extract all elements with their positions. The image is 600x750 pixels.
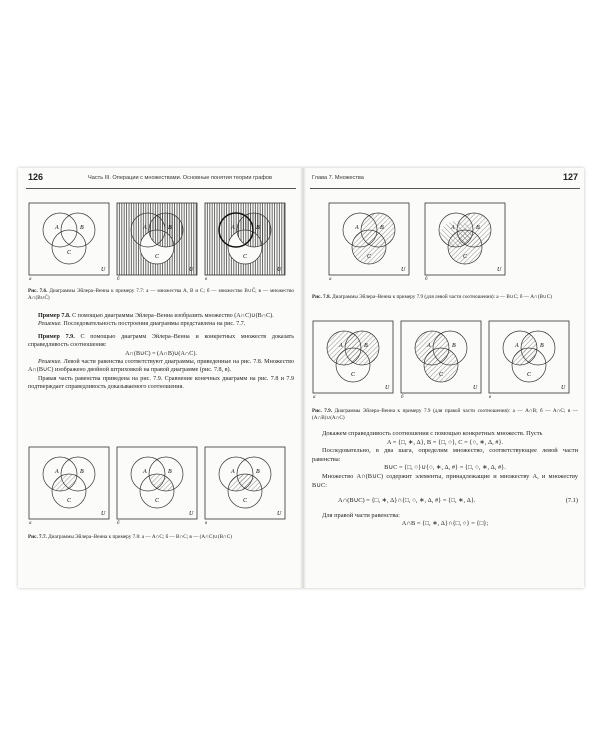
figure-7-9 (312, 320, 570, 400)
venn-7-9a (312, 320, 394, 400)
label-B: B (380, 225, 384, 231)
label-A: A (143, 225, 147, 231)
venn-7-7a (28, 446, 110, 526)
example-7-9-paragraph: Правая часть равенства приведена на рис. 7.9. Сравнение конечных диаграмм на рис. 7.8 и 7.9 подтверждает справедливость доказываемого соотношения. (28, 375, 294, 391)
caption-label: Рис. 7.8. (312, 294, 331, 300)
venn-7-7b (116, 446, 198, 526)
label-B: B (80, 469, 84, 475)
label-C: C (67, 498, 72, 504)
label-C: C (155, 254, 160, 260)
label-B: B (476, 225, 480, 231)
label-B: B (80, 225, 84, 231)
label-A: A (339, 343, 343, 349)
label-C: C (439, 372, 444, 378)
label-B: B (256, 225, 260, 231)
venn-7-8b (424, 202, 506, 282)
example-7-9-formula: A∩(B∪C) = (A∩B)∪(A∩C). (125, 350, 197, 357)
venn-7-6c (204, 202, 286, 282)
label-A: A (55, 225, 59, 231)
venn-7-9c (488, 320, 570, 400)
right-body-text (312, 430, 578, 529)
caption-7-6 (28, 288, 294, 302)
label-U: U (401, 267, 406, 273)
label-C: C (67, 250, 72, 256)
example-7-9-title: Пример 7.9. (38, 333, 75, 340)
caption-7-9 (312, 408, 578, 422)
venn-7-6b (116, 202, 198, 282)
label-A: A (55, 469, 59, 475)
caption-7-8 (312, 294, 578, 301)
figure-7-6 (28, 202, 286, 282)
sublabel-a: а (329, 277, 332, 282)
solution-label: Решение. (38, 359, 62, 366)
left-page-number: 126 (28, 172, 44, 182)
label-C: C (351, 372, 356, 378)
label-C: C (155, 498, 160, 504)
label-B: B (256, 469, 260, 475)
formula-2-row (312, 497, 578, 506)
left-running-head: Часть III. Операции с множествами. Основные понятия теории графов (88, 175, 273, 181)
label-C: C (463, 254, 468, 260)
caption-label: Рис. 7.7. (28, 534, 47, 540)
example-7-8-title: Пример 7.8. (38, 313, 71, 319)
label-B: B (540, 343, 544, 349)
caption-7-7 (28, 534, 294, 541)
book-spread (18, 168, 584, 588)
label-A: A (231, 469, 235, 475)
figure-7-7 (28, 446, 286, 526)
sublabel-b: б (425, 277, 428, 282)
formula-1: B∪C = {□, ○}∪{○, ∗, Δ, #} = {□, ○, ∗, Δ, #}. (384, 464, 506, 472)
equation-number: (7.1) (565, 496, 578, 504)
label-U: U (385, 385, 390, 391)
left-page-header (26, 168, 296, 189)
label-B: B (364, 343, 368, 349)
example-7-8-solution: Последовательность построения диаграммы представлена на рис. 7.7. (63, 321, 246, 328)
label-C: C (367, 254, 372, 260)
label-B: B (168, 225, 172, 231)
caption-label: Рис. 7.6. (28, 288, 48, 294)
sublabel-a: а (29, 521, 32, 526)
formula-3: A∩B = {□, ∗, Δ}∩{□, ○} = {□}; (401, 520, 489, 528)
figure-7-8 (328, 202, 506, 282)
sublabel-b: б (117, 277, 120, 282)
caption-label: Рис. 7.9. (312, 408, 333, 414)
label-U: U (277, 511, 282, 517)
example-7-9-solution: Левой части равенства соответствуют диаграммы, приведенные на рис. 7.8. Множество A∩(B∪C) изображено двойной штриховкой на правой диаграмме (рис. 7.8, в). (28, 359, 294, 374)
label-U: U (189, 267, 194, 273)
label-U: U (101, 267, 106, 273)
right-page (310, 168, 580, 588)
label-A: A (515, 343, 519, 349)
left-page (26, 168, 296, 588)
label-U: U (101, 511, 106, 517)
book-gutter (300, 168, 306, 588)
sets-definition: A = {□, ∗, Δ}, B = {□, ○}, C = {○, ∗, Δ, #}. (386, 438, 504, 446)
venn-7-6a (28, 202, 110, 282)
sublabel-a: а (29, 277, 32, 282)
venn-7-7c (204, 446, 286, 526)
label-A: A (231, 225, 235, 231)
example-7-9-text: С помощью диаграмм Эйлера–Венна и конкретных множеств доказать справедливость соотношения: (28, 333, 294, 349)
right-page-header (310, 168, 580, 189)
left-body-text (28, 312, 294, 392)
paragraph-4: Для правой части равенства: (322, 511, 400, 519)
label-A: A (143, 469, 147, 475)
label-B: B (452, 343, 456, 349)
label-C: C (527, 372, 532, 378)
sublabel-c: в (489, 395, 492, 400)
label-A: A (355, 225, 359, 231)
label-U: U (277, 267, 282, 273)
label-C: C (243, 498, 248, 504)
venn-7-8a (328, 202, 410, 282)
label-C: C (243, 254, 248, 260)
caption-text: Диаграммы Эйлера–Венна к примеру 7.9 (для левой части соотношения): а — B∪C; б — A∩(B∪C) (332, 294, 552, 300)
paragraph-2: Последовательно, в два шага, определим множество, соответствующее левой части равенства: (312, 447, 578, 463)
sublabel-c: в (205, 521, 208, 526)
label-A: A (451, 225, 455, 231)
sublabel-b: б (117, 521, 120, 526)
right-running-head: Глава 7. Множества (312, 175, 364, 181)
sublabel-a: а (313, 395, 316, 400)
label-U: U (189, 511, 194, 517)
label-U: U (497, 267, 502, 273)
caption-text: Диаграммы Эйлера–Венна к примеру 7.7: а — множества A, B и C; б — множество B∪C̄; в — множество A∩(B∪C̄) (28, 288, 294, 301)
label-A: A (427, 343, 431, 349)
label-U: U (561, 385, 566, 391)
formula-2: A∩(B∪C) = {□, ∗, Δ}∩{□, ○, ∗, Δ, #} = {□, ∗, Δ}. (338, 496, 476, 504)
label-U: U (473, 385, 478, 391)
label-B: B (168, 469, 172, 475)
caption-text: Диаграммы Эйлера–Венна к примеру 7.8: а — A∩C; б — B∩C; в — (A∩C)∪(B∩C) (48, 534, 232, 540)
solution-label: Решение. (38, 321, 62, 328)
venn-7-9b (400, 320, 482, 400)
caption-text: Диаграммы Эйлера–Венна к примеру 7.9 (для правой части соотношения): а — A∩B; б — A∩C; в — (A∩B)∪(A∩C) (312, 408, 578, 421)
right-page-number: 127 (562, 172, 578, 182)
example-7-8-text: С помощью диаграммы Эйлера–Венна изобразить множество (A∩C)∪(B∩C). (72, 313, 274, 319)
paragraph-1: Докажем справедливость соотношения с помощью конкретных множеств. Пусть (322, 430, 543, 437)
paragraph-3: Множество A∩(B∪C) содержит элементы, принадлежащие и множеству A, и множеству B∪C: (312, 472, 578, 489)
sublabel-c: в (205, 277, 208, 282)
sublabel-b: б (401, 395, 404, 400)
